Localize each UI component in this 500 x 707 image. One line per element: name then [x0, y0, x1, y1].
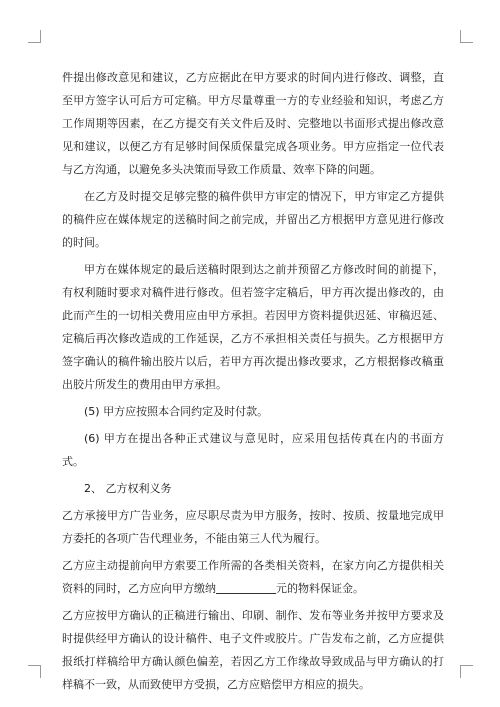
document-body — [62, 66, 444, 700]
crop-mark-bottom-left — [28, 665, 41, 678]
section-heading-party-b-rights: 2、 乙方权利义务 — [84, 482, 172, 495]
clause-6-written-form: (6) 甲方在提出各种正式建议与意见时，应采用包括传真在内的书面方式。 — [62, 432, 444, 468]
deposit-text-before: 乙方应主动提前向甲方索要工作所需的各类相关资料，在家方向乙方提供相关资料的同时，乙方应向甲方缴纳 — [62, 559, 444, 595]
paragraph-deposit — [62, 554, 444, 600]
paragraph-output-and-proofs: 乙方应按甲方确认的正稿进行输出、印刷、制作、发布等业务并按甲方要求及时提供经甲方确认的设计稿件、电子文件或胶片。广告发布之前，乙方应提供报纸打样稿给甲方确认颜色偏差，若因乙方工作缘故导致成品与甲方确认的打样稿不一致，从而致使甲方受损，乙方应赔偿甲方相应的损失。 — [62, 609, 444, 691]
deposit-text-after: 元的物料保证金。 — [276, 582, 364, 595]
crop-mark-top-right — [460, 30, 473, 43]
clause-5-payment: (5) 甲方应按照本合同约定及时付款。 — [84, 405, 269, 418]
paragraph-revision-costs: 甲方在媒体规定的最后送稿时限到达之前并预留乙方修改时间的前提下，有权利随时要求对稿件进行修改。但若签字定稿后，甲方再次提出修改的，由此而产生的一切相关费用应由甲方承担。若因甲方资料提供迟延、审稿迟延、定稿后再次修改造成的工作延误，乙方不承担相关责任与损失。乙方根据甲方签字确认的稿件输出胶片以后，若甲方再次提出修改要求，乙方根据修改稿重出胶片所发生的费用由甲方承担。 — [62, 263, 444, 391]
crop-mark-bottom-right — [460, 665, 473, 678]
paragraph-review-deadline: 在乙方及时提交足够完整的稿件供甲方审定的情况下，甲方审定乙方提供的稿件应在媒体规定的送稿时间之前完成，并留出乙方根据甲方意见进行修改的时间。 — [62, 190, 444, 249]
crop-mark-top-left — [28, 30, 41, 43]
paragraph-party-b-service: 乙方承接甲方广告业务，应尽职尽责为甲方服务，按时、按质、按量地完成甲方委托的各项广告代理业务，不能由第三人代为履行。 — [62, 509, 444, 545]
deposit-amount-blank — [216, 581, 276, 594]
paragraph-revision-process: 件提出修改意见和建议，乙方应据此在甲方要求的时间内进行修改、调整，直至甲方签字认可后方可定稿。甲方尽量尊重一方的专业经验和知识，考虑乙方工作周期等因素，在乙方提交有关文件后及时、完整地以书面形式提出修改意见和建议，以便乙方有足够时间保质保量完成各项业务。甲方应指定一位代表与乙方沟通，以避免多头决策而导致工作质量、效率下降的问题。 — [62, 71, 444, 176]
